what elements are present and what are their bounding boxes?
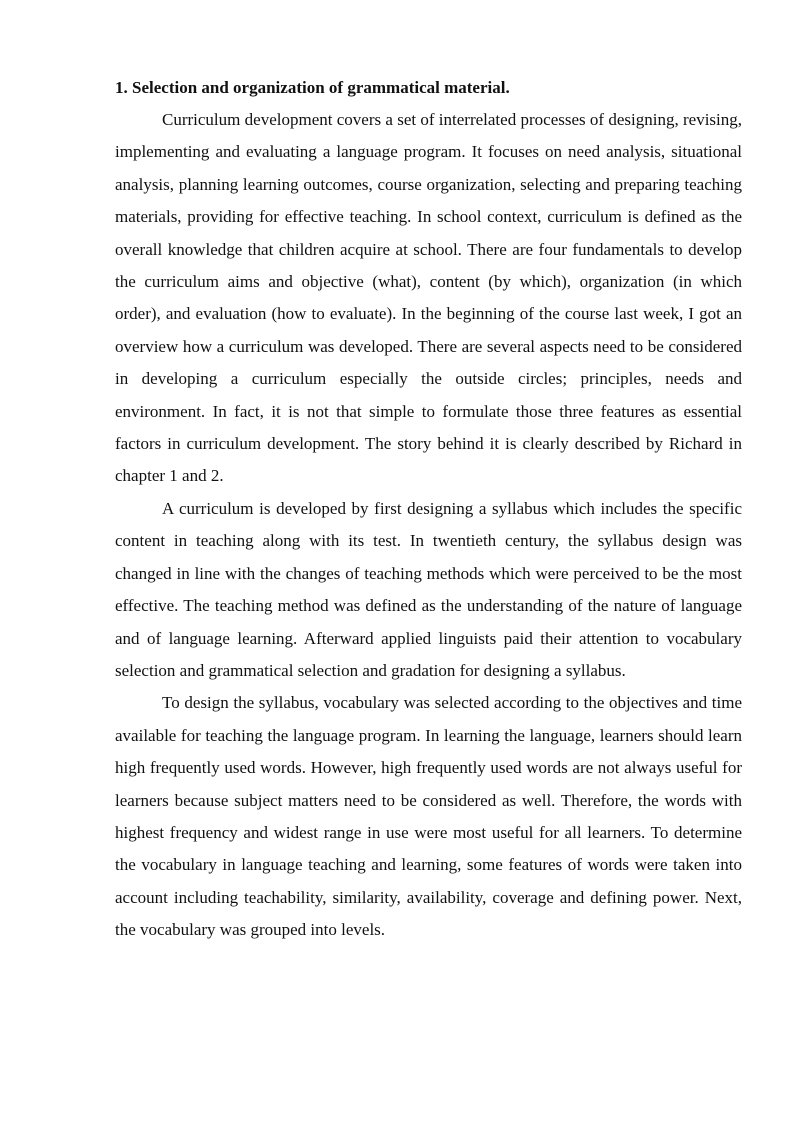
paragraph-curriculum-development: Curriculum development covers a set of interrelated processes of designing, revising, implementing and evaluating a language program. It focuses on need analysis, situational analysis, planning learning outcomes, course organization, selecting and preparing teaching materials, providing for effective teaching. In school context, curriculum is defined as the overall knowledge that children acquire at school. There are four fundamentals to develop the curriculum aims and objective (what), content (by which), organization (in which order), and evaluation (how to evaluate). In the beginning of the course last week, I got an overview how a curriculum was developed. There are several aspects need to be considered in developing a curriculum especially the outside circles; principles, needs and environment. In fact, it is not that simple to formulate those three features as essential factors in curriculum development. The story behind it is clearly described by Richard in chapter 1 and 2. bbox=[115, 110, 742, 486]
document-page bbox=[115, 76, 742, 947]
paragraph-syllabus-design: A curriculum is developed by first designing a syllabus which includes the specific content in teaching along with its test. In twentieth century, the syllabus design was changed in line with the changes of teaching methods which were perceived to be the most effective. The teaching method was defined as the understanding of the nature of language and of language learning. Afterward applied linguists paid their attention to vocabulary selection and grammatical selection and gradation for designing a syllabus. bbox=[115, 498, 742, 680]
paragraph-vocabulary-selection: To design the syllabus, vocabulary was selected according to the objectives and time available for teaching the language program. In learning the language, learners should learn high frequently used words. However, high frequently used words are not always useful for learners because subject matters need to be considered as well. Therefore, the words with highest frequency and widest range in use were most useful for all learners. To determine the vocabulary in language teaching and learning, some features of words were taken into account including teachability, similarity, availability, coverage and defining power. Next, the vocabulary was grouped into levels. bbox=[115, 693, 742, 940]
section-heading: 1. Selection and organization of grammatical material. bbox=[115, 78, 510, 97]
